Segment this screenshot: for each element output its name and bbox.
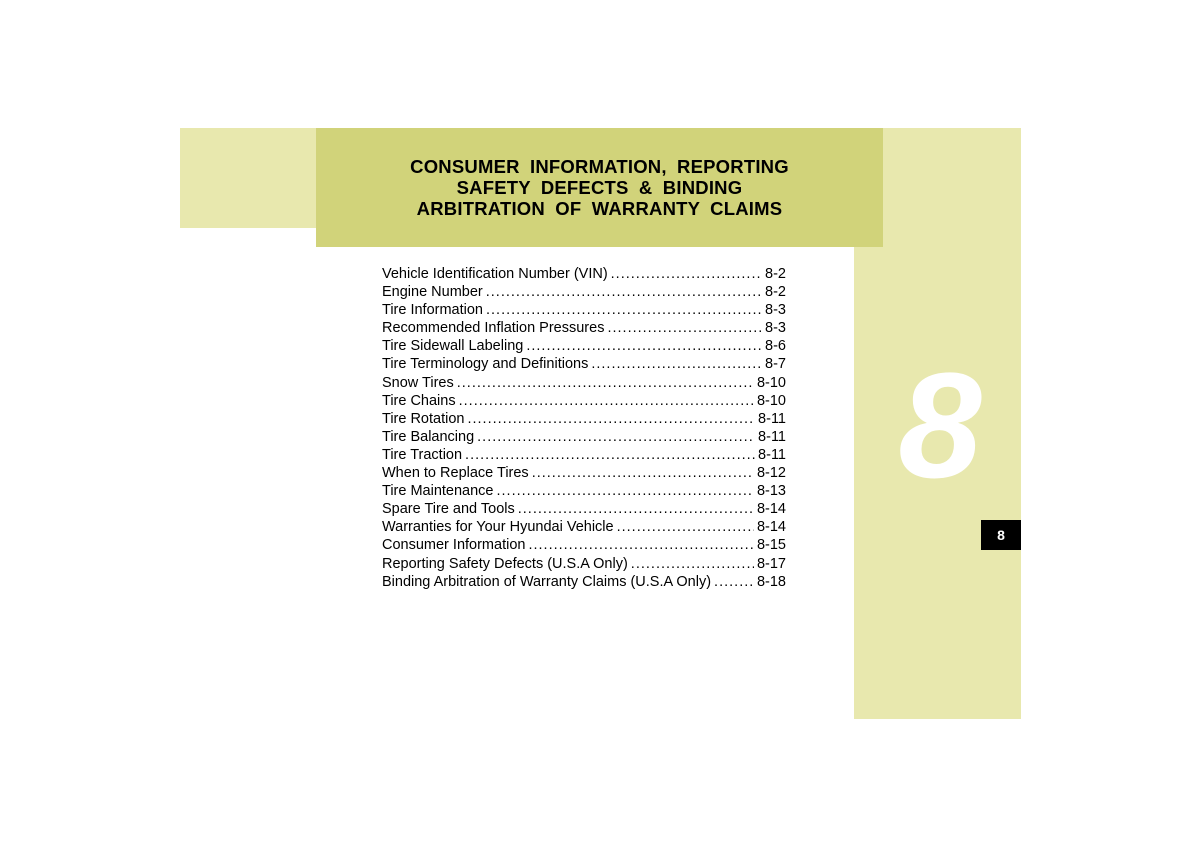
toc-entry-page: 8-3 <box>765 320 786 337</box>
chapter-title-line: SAFETY DEFECTS & BINDING <box>456 177 743 198</box>
toc-entry-title: Tire Chains <box>382 392 456 409</box>
toc-entry-title: Vehicle Identification Number (VIN) <box>382 266 608 282</box>
chapter-title-line: ARBITRATION OF WARRANTY CLAIMS <box>416 198 783 219</box>
toc-entry-title: Recommended Inflation Pressures <box>382 320 605 337</box>
toc-entry[interactable] <box>382 319 786 337</box>
toc-entry[interactable] <box>382 428 786 446</box>
toc-leader-dots <box>486 283 762 301</box>
toc-entry-title: Tire Sidewall Labeling <box>382 338 524 355</box>
toc-entry-title: Tire Maintenance <box>382 483 494 500</box>
toc-entry-page: 8-11 <box>758 446 786 463</box>
toc-entry[interactable] <box>382 392 786 410</box>
toc-leader-dots <box>631 555 754 573</box>
toc-entry-page: 8-11 <box>758 410 786 427</box>
toc-entry-title: Engine Number <box>382 284 483 301</box>
toc-entry-title: Snow Tires <box>382 374 454 391</box>
toc-entry-title: Tire Rotation <box>382 410 465 427</box>
toc-leader-dots <box>591 355 762 373</box>
chapter-title <box>410 156 789 219</box>
toc-entry-page: 8-14 <box>756 519 786 536</box>
toc-leader-dots <box>528 536 754 554</box>
toc-entry-title: Tire Balancing <box>382 428 475 445</box>
toc-entry[interactable] <box>382 482 786 500</box>
toc-entry-title: Warranties for Your Hyundai Vehicle <box>382 519 614 536</box>
toc-entry-title: When to Replace Tires <box>382 465 529 482</box>
chapter-big-number: 8 <box>898 341 982 509</box>
toc-entry-page: 8-7 <box>765 356 786 373</box>
toc-entry-page: 8-2 <box>765 284 786 301</box>
toc-entry-page: 8-11 <box>758 428 786 445</box>
toc-entry[interactable] <box>382 555 786 573</box>
toc-leader-dots <box>467 410 755 428</box>
toc-entry-page: 8-2 <box>765 266 786 282</box>
toc-entry-page: 8-17 <box>756 555 786 572</box>
toc-entry[interactable] <box>382 374 786 392</box>
toc-entry[interactable] <box>382 355 786 373</box>
table-of-contents <box>382 265 786 591</box>
toc-entry-title: Binding Arbitration of Warranty Claims (U.S.A Only) <box>382 573 712 590</box>
toc-leader-dots <box>486 301 762 319</box>
toc-entry-page: 8-12 <box>756 465 786 482</box>
toc-entry-page: 8-15 <box>756 537 786 554</box>
right-decorative-band-top <box>883 128 1021 247</box>
toc-entry-page: 8-13 <box>756 483 786 500</box>
toc-leader-dots <box>457 374 754 392</box>
toc-entry[interactable] <box>382 518 786 536</box>
toc-leader-dots <box>607 319 762 337</box>
chapter-title-box <box>316 128 883 247</box>
toc-entry-title: Spare Tire and Tools <box>382 501 515 518</box>
toc-entry-title: Tire Information <box>382 302 483 319</box>
toc-leader-dots <box>459 392 754 410</box>
chapter-title-line: CONSUMER INFORMATION, REPORTING <box>410 156 789 177</box>
toc-entry-title: Tire Traction <box>382 446 463 463</box>
toc-leader-dots <box>714 573 754 591</box>
toc-entry[interactable] <box>382 446 786 464</box>
toc-leader-dots <box>497 482 754 500</box>
toc-entry[interactable] <box>382 265 786 283</box>
toc-leader-dots <box>617 518 754 536</box>
left-decorative-band <box>180 128 316 228</box>
toc-entry[interactable] <box>382 500 786 518</box>
toc-leader-dots <box>532 464 754 482</box>
toc-leader-dots <box>477 428 755 446</box>
toc-entry[interactable] <box>382 464 786 482</box>
toc-entry-title: Reporting Safety Defects (U.S.A Only) <box>382 555 628 572</box>
toc-leader-dots <box>518 500 754 518</box>
toc-entry-page: 8-18 <box>756 573 786 590</box>
toc-entry[interactable] <box>382 283 786 301</box>
toc-leader-dots <box>611 265 762 283</box>
toc-entry-page: 8-6 <box>765 338 786 355</box>
toc-entry-title: Consumer Information <box>382 537 526 554</box>
toc-entry[interactable] <box>382 573 786 591</box>
toc-leader-dots <box>465 446 755 464</box>
toc-entry-page: 8-14 <box>756 501 786 518</box>
toc-entry[interactable] <box>382 536 786 554</box>
toc-entry-page: 8-3 <box>765 302 786 319</box>
chapter-tab[interactable]: 8 <box>981 520 1021 550</box>
toc-entry-title: Tire Terminology and Definitions <box>382 356 589 373</box>
toc-leader-dots <box>526 337 762 355</box>
toc-entry[interactable] <box>382 301 786 319</box>
toc-entry-page: 8-10 <box>756 392 786 409</box>
toc-entry[interactable] <box>382 337 786 355</box>
toc-entry-page: 8-10 <box>756 374 786 391</box>
toc-entry[interactable] <box>382 410 786 428</box>
